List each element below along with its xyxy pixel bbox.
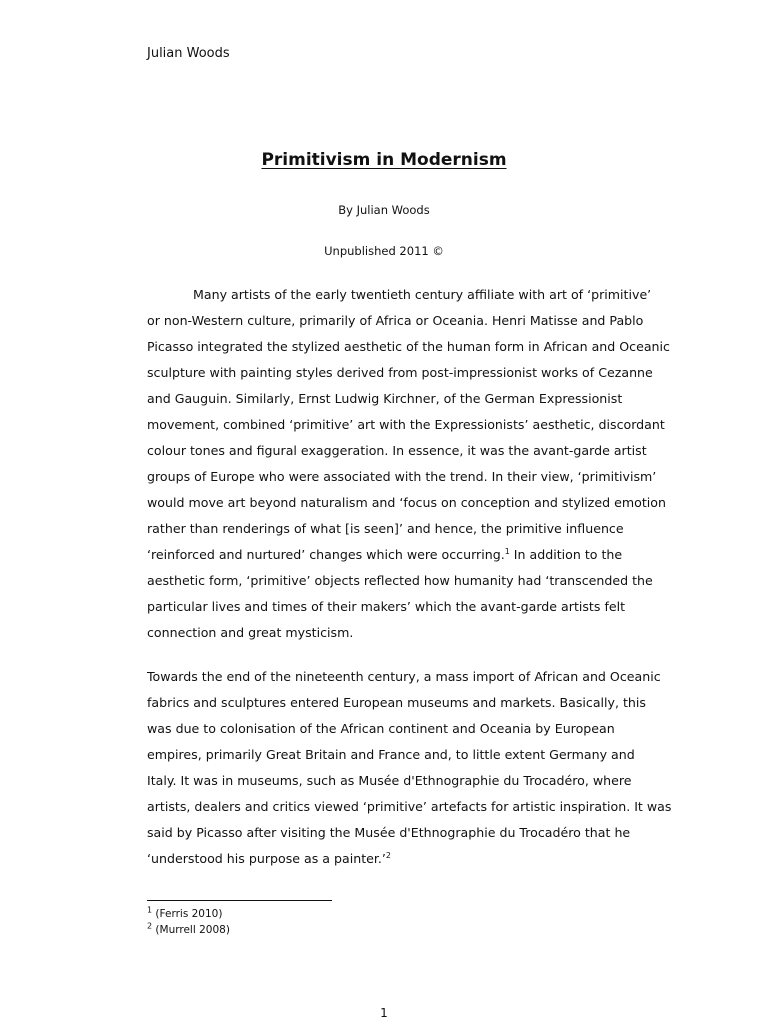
footnote-separator (147, 900, 332, 901)
paragraph-line: particular lives and times of their makers’ which the avant-garde artists felt (147, 599, 626, 614)
byline: By Julian Woods (338, 203, 430, 217)
paragraph-line-text: ‘understood his purpose as a painter.’ (147, 851, 386, 866)
footnote-2 (147, 922, 230, 938)
paragraph-line: groups of Europe who were associated with the trend. In their view, ‘primitivism’ (147, 469, 657, 484)
footnote-1 (147, 906, 222, 922)
footnote-reference-1[interactable]: 1 (504, 546, 510, 556)
paragraph-line: or non-Western culture, primarily of Africa or Oceania. Henri Matisse and Pablo (147, 313, 644, 328)
page-number: 1 (380, 1006, 388, 1020)
paragraph-line: Italy. It was in museums, such as Musée d'Ethnographie du Trocadéro, where (147, 773, 632, 788)
paragraph-line: Towards the end of the nineteenth century, a mass import of African and Oceanic (147, 669, 661, 684)
paragraph-line: connection and great mysticism. (147, 625, 354, 640)
publication-note: Unpublished 2011 © (324, 244, 444, 258)
footnote-text: (Murrell 2008) (152, 924, 230, 936)
footnote-reference-2[interactable]: 2 (385, 850, 392, 860)
document-title (0, 148, 768, 172)
paragraph-line: artists, dealers and critics viewed ‘primitive’ artefacts for artistic inspiration. It was (147, 799, 672, 814)
paragraph-line: fabrics and sculptures entered European museums and markets. Basically, this (147, 695, 646, 710)
paragraph-line: aesthetic form, ‘primitive’ objects reflected how humanity had ‘transcended the (147, 573, 653, 588)
paragraph-line: empires, primarily Great Britain and France and, to little extent Germany and (147, 747, 635, 762)
paragraph-line: movement, combined ‘primitive’ art with the Expressionists’ aesthetic, discordant (147, 417, 665, 432)
footnote-text: (Ferris 2010) (152, 908, 223, 920)
paragraph-line: Picasso integrated the stylized aesthetic of the human form in African and Oceanic (147, 339, 670, 354)
running-header-author: Julian Woods (147, 46, 230, 61)
paragraph-line: sculpture with painting styles derived from post-impressionist works of Cezanne (147, 365, 653, 380)
document-title-text: Primitivism in Modernism (261, 150, 507, 170)
footnote-mark: 2 (147, 921, 153, 931)
paragraph-line (147, 849, 391, 869)
paragraph-line: Many artists of the early twentieth century affiliate with art of ‘primitive’ (193, 287, 652, 302)
paragraph-line (147, 545, 622, 565)
paragraph-line: was due to colonisation of the African continent and Oceania by European (147, 721, 615, 736)
paragraph-line: said by Picasso after visiting the Musée d'Ethnographie du Trocadéro that he (147, 825, 631, 840)
paragraph-line-text: ‘reinforced and nurtured’ changes which were occurring. (147, 547, 505, 562)
paragraph-line: colour tones and figural exaggeration. In essence, it was the avant-garde artist (147, 443, 647, 458)
paragraph-line: rather than renderings of what [is seen]’ and hence, the primitive influence (147, 521, 624, 536)
footnote-mark: 1 (147, 905, 153, 915)
paragraph-line: and Gauguin. Similarly, Ernst Ludwig Kirchner, of the German Expressionist (147, 391, 623, 406)
paragraph-line-text: In addition to the (509, 547, 623, 562)
paragraph-line: would move art beyond naturalism and ‘focus on conception and stylized emotion (147, 495, 666, 510)
